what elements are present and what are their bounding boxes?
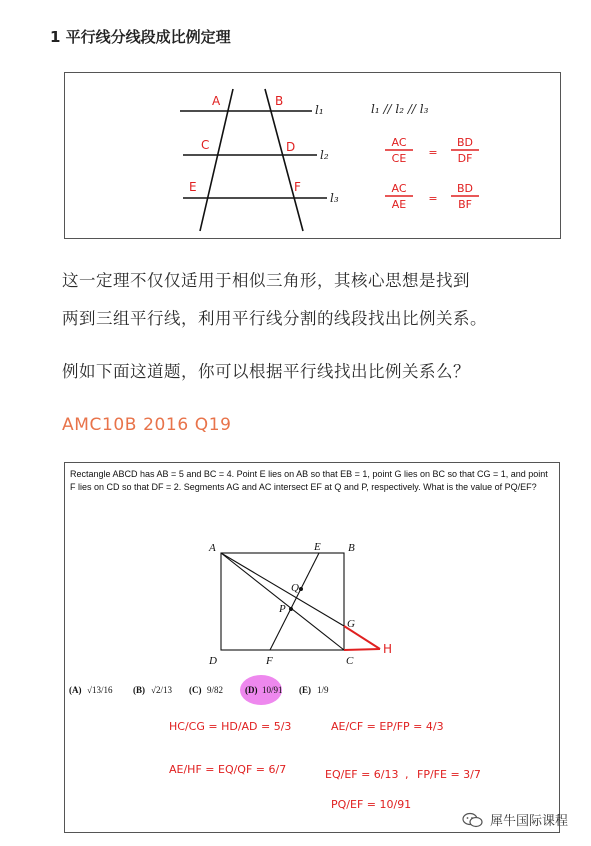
- eq1-num1: AC: [391, 136, 407, 149]
- choice-e-label: (E): [299, 685, 311, 695]
- watermark-text: 犀牛国际课程: [490, 814, 569, 829]
- eq1-equals: =: [428, 146, 438, 159]
- diag-label-a: A: [209, 542, 216, 554]
- problem-box: [64, 462, 560, 833]
- section-title: 1 平行线分线段成比例定理: [50, 28, 231, 46]
- diag-label-g: G: [347, 618, 355, 630]
- diag-label-e: E: [314, 541, 321, 553]
- diag-label-b: B: [348, 542, 355, 554]
- segment-ac: [221, 553, 344, 650]
- eq2-equals: =: [428, 192, 438, 205]
- diag-label-c: C: [346, 655, 354, 667]
- diag-label-f: F: [266, 655, 273, 667]
- hw-line-3: AE/HF = EQ/QF = 6/7: [169, 763, 287, 776]
- parallel-statement: l₁ // l₂ // l₃: [371, 102, 429, 116]
- label-b: B: [275, 94, 284, 108]
- diag-label-d: D: [209, 655, 217, 667]
- diag-label-p: P: [279, 603, 286, 615]
- hw-line-2: AE/CF = EP/FP = 4/3: [331, 720, 444, 733]
- diag-label-h: H: [383, 642, 393, 656]
- eq2-num1: AC: [391, 182, 407, 195]
- choice-b-value: √2/13: [151, 685, 172, 695]
- line-label-2: l₂: [320, 148, 329, 162]
- paragraph-1: 这一定理不仅仅适用于相似三角形，其核心思想是找到: [62, 271, 470, 290]
- theorem-diagram: [65, 73, 562, 240]
- choice-e-value: 1/9: [317, 685, 329, 695]
- choice-a-label: (A): [69, 685, 82, 695]
- eq2-den2: BF: [458, 198, 472, 211]
- hw-line-1: HC/CG = HD/AD = 5/3: [169, 720, 292, 733]
- paragraph-2: 两到三组平行线，利用平行线分割的线段找出比例关系。: [62, 309, 487, 328]
- hw-comma: ,: [405, 768, 409, 781]
- choice-b-label: (B): [133, 685, 145, 695]
- problem-text: Rectangle ABCD has AB = 5 and BC = 4. Point E lies on AB so that EB = 1, point G lies on BC so that CG = 1, and point F lies on CD so that DF = 2. Segments AG and AC intersect EF at Q and P, respectively. What is the value of PQ/EF?: [70, 469, 548, 492]
- eq2-num2: BD: [456, 182, 474, 195]
- diag-label-q: Q: [291, 582, 299, 594]
- label-f: F: [294, 180, 301, 194]
- point-p: [289, 607, 293, 611]
- choice-d-value: 10/91: [262, 685, 283, 695]
- hw-line-6: PQ/EF = 10/91: [331, 798, 412, 811]
- point-q: [299, 587, 303, 591]
- choice-a-value: √13/16: [87, 685, 113, 695]
- problem-diagram: [65, 463, 561, 834]
- hw-line-5: FP/FE = 3/7: [417, 768, 481, 781]
- eq1-den1: CE: [391, 152, 407, 165]
- line-label-3: l₃: [330, 191, 339, 205]
- hw-line-4: EQ/EF = 6/13: [325, 768, 399, 781]
- line-label-1: l₁: [315, 103, 324, 117]
- label-a: A: [212, 94, 221, 108]
- choice-c-value: 9/82: [207, 685, 224, 695]
- eq2-den1: AE: [391, 198, 407, 211]
- watermark: [462, 810, 568, 829]
- wechat-icon: [462, 812, 484, 828]
- theorem-figure: [64, 72, 561, 239]
- choice-d-label: (D): [245, 685, 258, 695]
- choice-c-label: (C): [189, 685, 202, 695]
- label-c: C: [201, 138, 210, 152]
- label-d: D: [286, 140, 296, 154]
- eq1-num2: BD: [456, 136, 474, 149]
- eq1-den2: DF: [457, 152, 473, 165]
- paragraph-3: 例如下面这道题，你可以根据平行线找出比例关系么？: [62, 362, 470, 381]
- label-e: E: [189, 180, 197, 194]
- segment-ef: [270, 553, 319, 650]
- segment-ag: [221, 553, 344, 626]
- problem-source: AMC10B 2016 Q19: [62, 415, 232, 435]
